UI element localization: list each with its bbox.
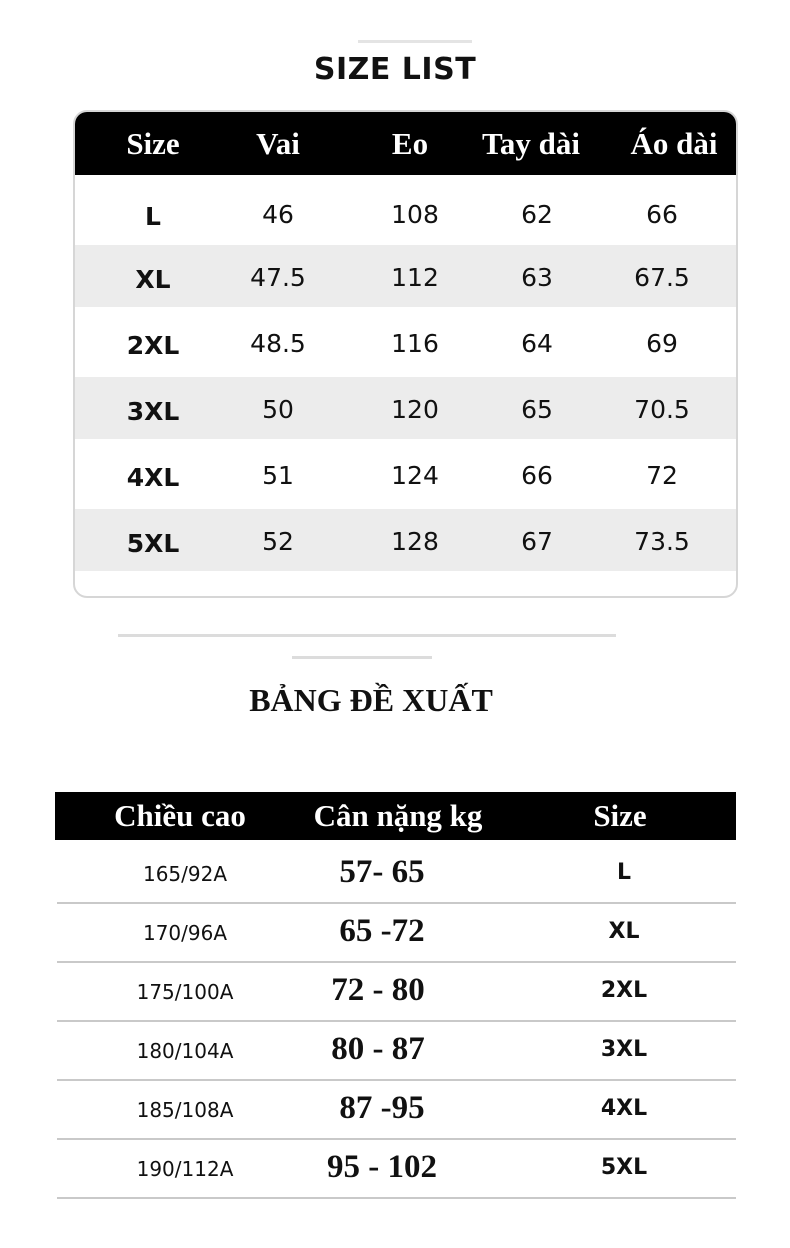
top-divider (358, 40, 472, 43)
cell-waist: 128 (391, 527, 439, 556)
cell-rec-size: 5XL (600, 1155, 648, 1180)
section-divider (118, 634, 616, 637)
cell-waist: 116 (391, 329, 439, 358)
cell-size: 5XL (126, 529, 180, 558)
table-row (57, 844, 736, 904)
cell-weight: 65 -72 (339, 913, 425, 949)
header-size: Size (126, 126, 180, 161)
header-sleeve-length: Tay dài (482, 126, 580, 161)
cell-sleeve: 67 (521, 527, 553, 556)
size-list-table (73, 110, 738, 598)
header-rec-size: Size (593, 798, 647, 833)
cell-length: 70.5 (634, 395, 690, 424)
table-row (57, 1021, 736, 1081)
size-list-header-row (75, 112, 736, 175)
header-shirt-length: Áo dài (630, 126, 718, 161)
cell-rec-size: 3XL (600, 1037, 648, 1062)
cell-shoulder: 50 (262, 395, 294, 424)
table-row (75, 245, 736, 307)
cell-shoulder: 48.5 (250, 329, 306, 358)
table-row (75, 509, 736, 571)
header-height: Chiều cao (114, 798, 246, 833)
recommend-header-row (55, 792, 736, 840)
cell-weight: 95 - 102 (327, 1149, 437, 1185)
cell-height: 180/104A (136, 1039, 234, 1063)
size-list-title: SIZE LIST (313, 52, 477, 87)
cell-rec-size: 2XL (600, 978, 648, 1003)
cell-size: 3XL (126, 397, 180, 426)
cell-height: 170/96A (142, 921, 228, 945)
cell-length: 67.5 (634, 263, 690, 292)
cell-weight: 87 -95 (339, 1090, 425, 1126)
table-row (75, 182, 736, 244)
table-row (75, 311, 736, 373)
cell-waist: 120 (391, 395, 439, 424)
table-row (57, 962, 736, 1022)
cell-sleeve: 64 (521, 329, 553, 358)
table-row (57, 1080, 736, 1140)
cell-weight: 72 - 80 (331, 972, 425, 1008)
cell-length: 72 (646, 461, 678, 490)
cell-shoulder: 47.5 (250, 263, 306, 292)
table-row (75, 377, 736, 439)
cell-length: 66 (646, 200, 678, 229)
table-row (75, 443, 736, 505)
cell-weight: 57- 65 (339, 854, 425, 890)
cell-height: 175/100A (136, 980, 234, 1004)
cell-size: L (145, 202, 161, 231)
cell-rec-size: L (616, 860, 632, 885)
cell-sleeve: 63 (521, 263, 553, 292)
cell-length: 69 (646, 329, 678, 358)
cell-size: 2XL (126, 331, 180, 360)
cell-sleeve: 66 (521, 461, 553, 490)
header-weight: Cân nặng kg (313, 798, 483, 833)
table-row (57, 1139, 736, 1199)
header-waist: Eo (391, 126, 429, 161)
cell-sleeve: 62 (521, 200, 553, 229)
cell-shoulder: 52 (262, 527, 294, 556)
cell-weight: 80 - 87 (331, 1031, 425, 1067)
cell-size: XL (135, 265, 171, 294)
cell-height: 165/92A (142, 862, 228, 886)
cell-size: 4XL (126, 463, 180, 492)
recommend-title: BẢNG ĐỀ XUẤT (249, 682, 493, 718)
cell-rec-size: XL (608, 919, 640, 944)
cell-height: 190/112A (136, 1157, 234, 1181)
table-row (57, 903, 736, 963)
cell-waist: 108 (391, 200, 439, 229)
section-divider-short (292, 656, 432, 659)
cell-sleeve: 65 (521, 395, 553, 424)
cell-shoulder: 51 (262, 461, 294, 490)
cell-length: 73.5 (634, 527, 690, 556)
cell-rec-size: 4XL (600, 1096, 648, 1121)
cell-shoulder: 46 (262, 200, 294, 229)
cell-waist: 112 (391, 263, 439, 292)
cell-height: 185/108A (136, 1098, 234, 1122)
cell-waist: 124 (391, 461, 439, 490)
header-shoulder: Vai (256, 126, 300, 161)
